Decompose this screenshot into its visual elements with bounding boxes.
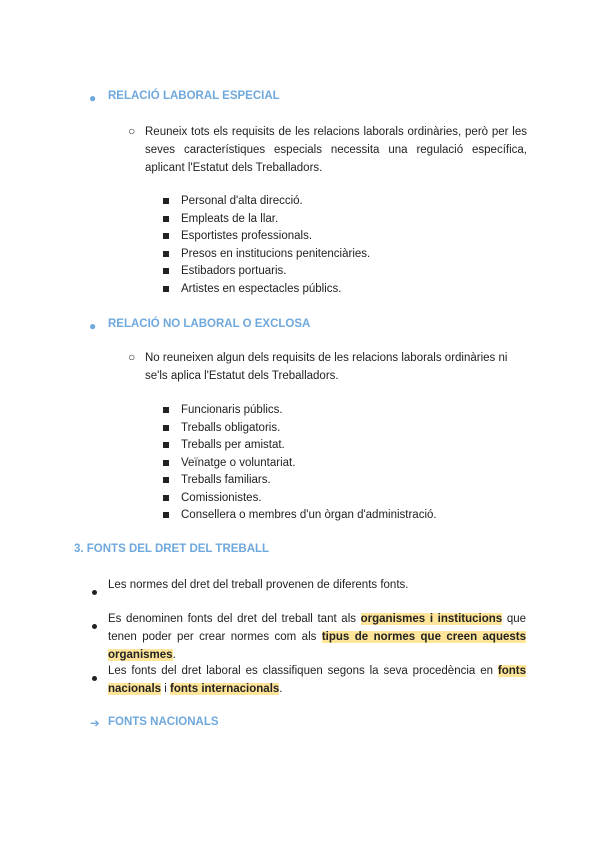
section3-bullet2: Es denominen fonts del dret del treball tant als organismes i institucions que tenen poder per crear normes com als tipus de normes que creen aquests organismes. — [108, 613, 527, 661]
list-item: Personal d'alta direcció. — [163, 193, 303, 211]
section3-bullet3: Les fonts del dret laboral es classifiquen segons la seva procedència en fonts nacionals i fonts internacionals. — [108, 665, 526, 695]
highlight-tipus-normes: tipus de normes que creen aquests organismes — [108, 631, 526, 661]
bullet-dot-icon: ● — [89, 319, 97, 333]
section2-list — [163, 402, 483, 528]
circle-bullet-icon: ○ — [128, 350, 136, 364]
circle-bullet-icon: ○ — [128, 124, 136, 138]
square-bullet-icon — [163, 495, 169, 501]
highlight-organismes: organismes i institucions — [360, 613, 503, 625]
section1-heading: RELACIÓ LABORAL ESPECIAL — [108, 90, 280, 102]
square-bullet-icon — [163, 425, 169, 431]
square-bullet-icon — [163, 460, 169, 466]
list-item: Presos en institucions penitenciàries. — [163, 246, 370, 264]
disc-bullet-icon — [92, 668, 97, 686]
list-item: Esportistes professionals. — [163, 228, 312, 246]
disc-bullet-icon — [92, 582, 97, 600]
list-item: Artistes en espectacles públics. — [163, 281, 341, 299]
section2-paragraph: No reuneixen algun dels requisits de les relacions laborals ordinàries ni se'ls aplica l'Estatut dels Treballadors. — [145, 352, 508, 382]
list-item: Treballs obligatoris. — [163, 420, 280, 438]
section1-paragraph: Reuneix tots els requisits de les relacions laborals ordinàries, però per les seves característiques especials necessita una regulació específica, aplicant l'Estatut dels Treballadors. — [145, 126, 527, 174]
square-bullet-icon — [163, 198, 169, 204]
list-item: Estibadors portuaris. — [163, 263, 286, 281]
section3-bullet1: Les normes del dret del treball provenen de diferents fonts. — [108, 579, 409, 591]
square-bullet-icon — [163, 233, 169, 239]
highlight-fonts-internacionals: fonts internacionals — [170, 683, 280, 695]
list-item: Empleats de la llar. — [163, 211, 278, 229]
list-item: Veïnatge o voluntariat. — [163, 455, 295, 473]
section1-list — [163, 193, 463, 303]
section2-bullet — [89, 317, 96, 335]
square-bullet-icon — [163, 216, 169, 222]
list-item: Comissionistes. — [163, 490, 262, 508]
fonts-nacionals-heading: FONTS NACIONALS — [108, 716, 219, 728]
section2-heading: RELACIÓ NO LABORAL O EXCLOSA — [108, 318, 311, 330]
section3-heading: 3. FONTS DEL DRET DEL TREBALL — [74, 543, 270, 555]
square-bullet-icon — [163, 512, 169, 518]
list-item: Consellera o membres d'un òrgan d'administració. — [163, 507, 437, 525]
square-bullet-icon — [163, 407, 169, 413]
square-bullet-icon — [163, 286, 169, 292]
square-bullet-icon — [163, 268, 169, 274]
list-item: Treballs per amistat. — [163, 437, 285, 455]
square-bullet-icon — [163, 442, 169, 448]
square-bullet-icon — [163, 251, 169, 257]
list-item: Funcionaris públics. — [163, 402, 283, 420]
section1-bullet — [89, 89, 96, 107]
square-bullet-icon — [163, 477, 169, 483]
highlight-fonts-nacionals: fonts nacionals — [108, 665, 526, 695]
arrow-icon: ➔ — [90, 718, 100, 730]
list-item: Treballs familiars. — [163, 472, 271, 490]
disc-bullet-icon — [92, 616, 97, 634]
bullet-dot-icon: ● — [89, 91, 97, 105]
